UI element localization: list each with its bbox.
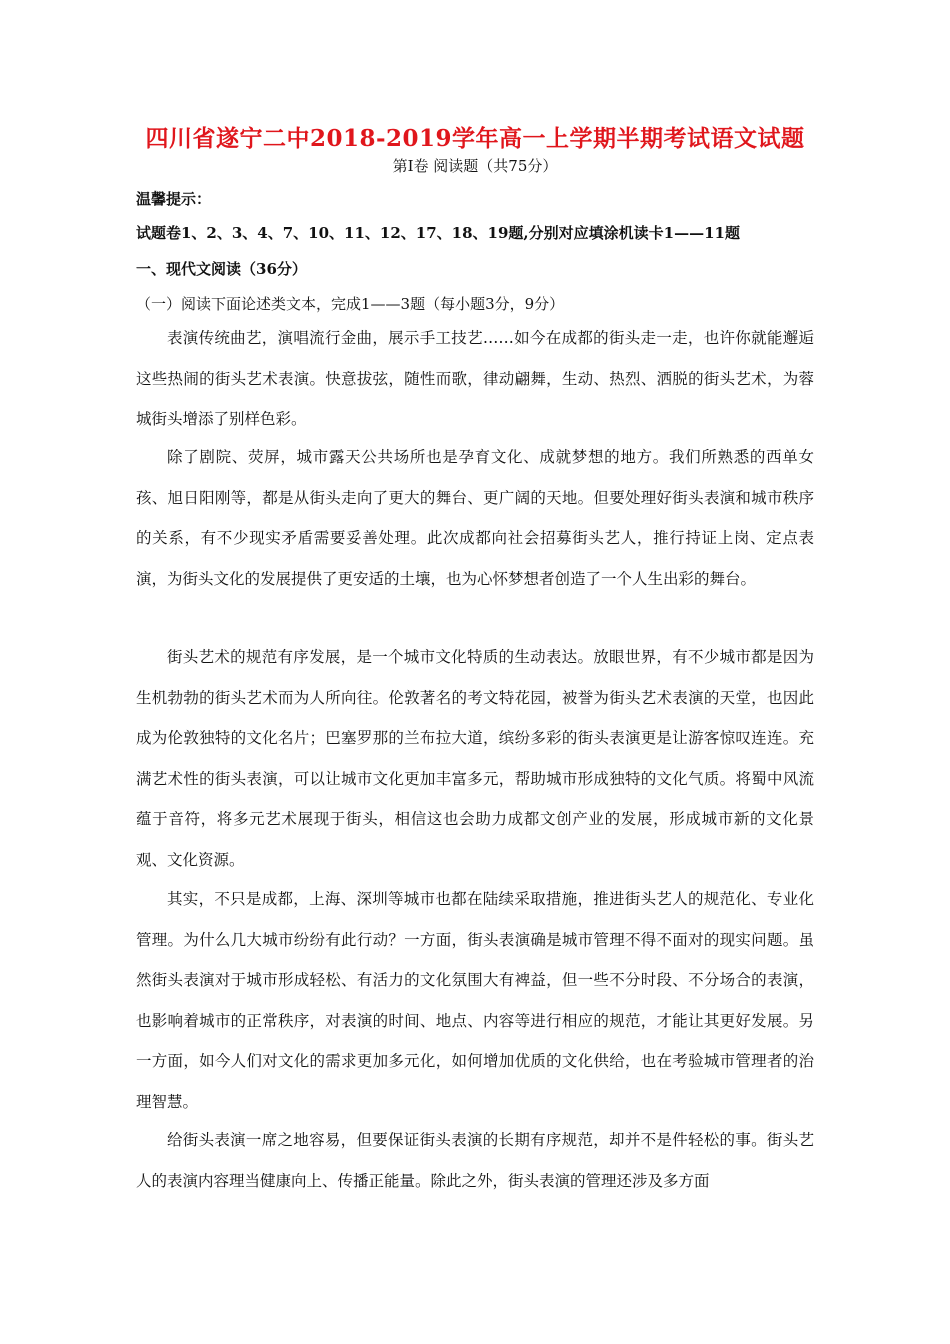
paragraph-4: 其实，不只是成都，上海、深圳等城市也都在陆续采取措施，推进街头艺人的规范化、专业化管理。为什么几大城市纷纷有此行动？一方面，街头表演确是城市管理不得不面对的现实问题。虽然街头表演对于城市形成轻松、有活力的文化氛围大有裨益，但一些不分时段、不分场合的表演，也影响着城市的正常秩序，对表演的时间、地点、内容等进行相应的规范，才能让其更好发展。另一方面，如今人们对文化的需求更加多元化，如何增加优质的文化供给，也在考验城市管理者的治理智慧。 xyxy=(136,890,814,1111)
document-title: 四川省遂宁二中2018-2019学年高一上学期半期考试语文试题 xyxy=(145,125,805,152)
paragraph-5: 给街头表演一席之地容易，但要保证街头表演的长期有序规范，却并不是件轻松的事。街头艺人的表演内容理当健康向上、传播正能量。除此之外，街头表演的管理还涉及多方面 xyxy=(136,1131,814,1190)
section-instruction: （一）阅读下面论述类文本，完成1——3题（每小题3分，9分） xyxy=(136,295,565,313)
document-subtitle: 第Ⅰ卷 阅读题（共75分） xyxy=(392,157,558,175)
notice-text: 试题卷1、2、3、4、7、10、11、12、17、18、19题,分别对应填涂机读卡1——11题 xyxy=(136,224,740,242)
section-heading: 一、现代文阅读（36分） xyxy=(136,260,307,278)
paragraph-3: 街头艺术的规范有序发展，是一个城市文化特质的生动表达。放眼世界，有不少城市都是因为生机勃勃的街头艺术而为人所向往。伦敦著名的考文特花园，被誉为街头艺术表演的天堂，也因此成为伦敦独特的文化名片；巴塞罗那的兰布拉大道，缤纷多彩的街头表演更是让游客惊叹连连。充满艺术性的街头表演，可以让城市文化更加丰富多元，帮助城市形成独特的文化气质。将蜀中风流蕴于音符，将多元艺术展现于街头，相信这也会助力成都文创产业的发展，形成城市新的文化景观、文化资源。 xyxy=(136,648,814,869)
paragraph-2: 除了剧院、荧屏，城市露天公共场所也是孕育文化、成就梦想的地方。我们所熟悉的西单女孩、旭日阳刚等，都是从街头走向了更大的舞台、更广阔的天地。但要处理好街头表演和城市秩序的关系，有不少现实矛盾需要妥善处理。此次成都向社会招募街头艺人，推行持证上岗、定点表演，为街头文化的发展提供了更安适的土壤，也为心怀梦想者创造了一个人生出彩的舞台。 xyxy=(136,448,814,588)
notice-heading: 温馨提示： xyxy=(136,190,212,208)
paragraph-1: 表演传统曲艺，演唱流行金曲，展示手工技艺……如今在成都的街头走一走，也许你就能邂逅这些热闹的街头艺术表演。快意拔弦，随性而歌，律动翩舞，生动、热烈、洒脱的街头艺术，为蓉城街头增添了别样色彩。 xyxy=(136,329,814,428)
